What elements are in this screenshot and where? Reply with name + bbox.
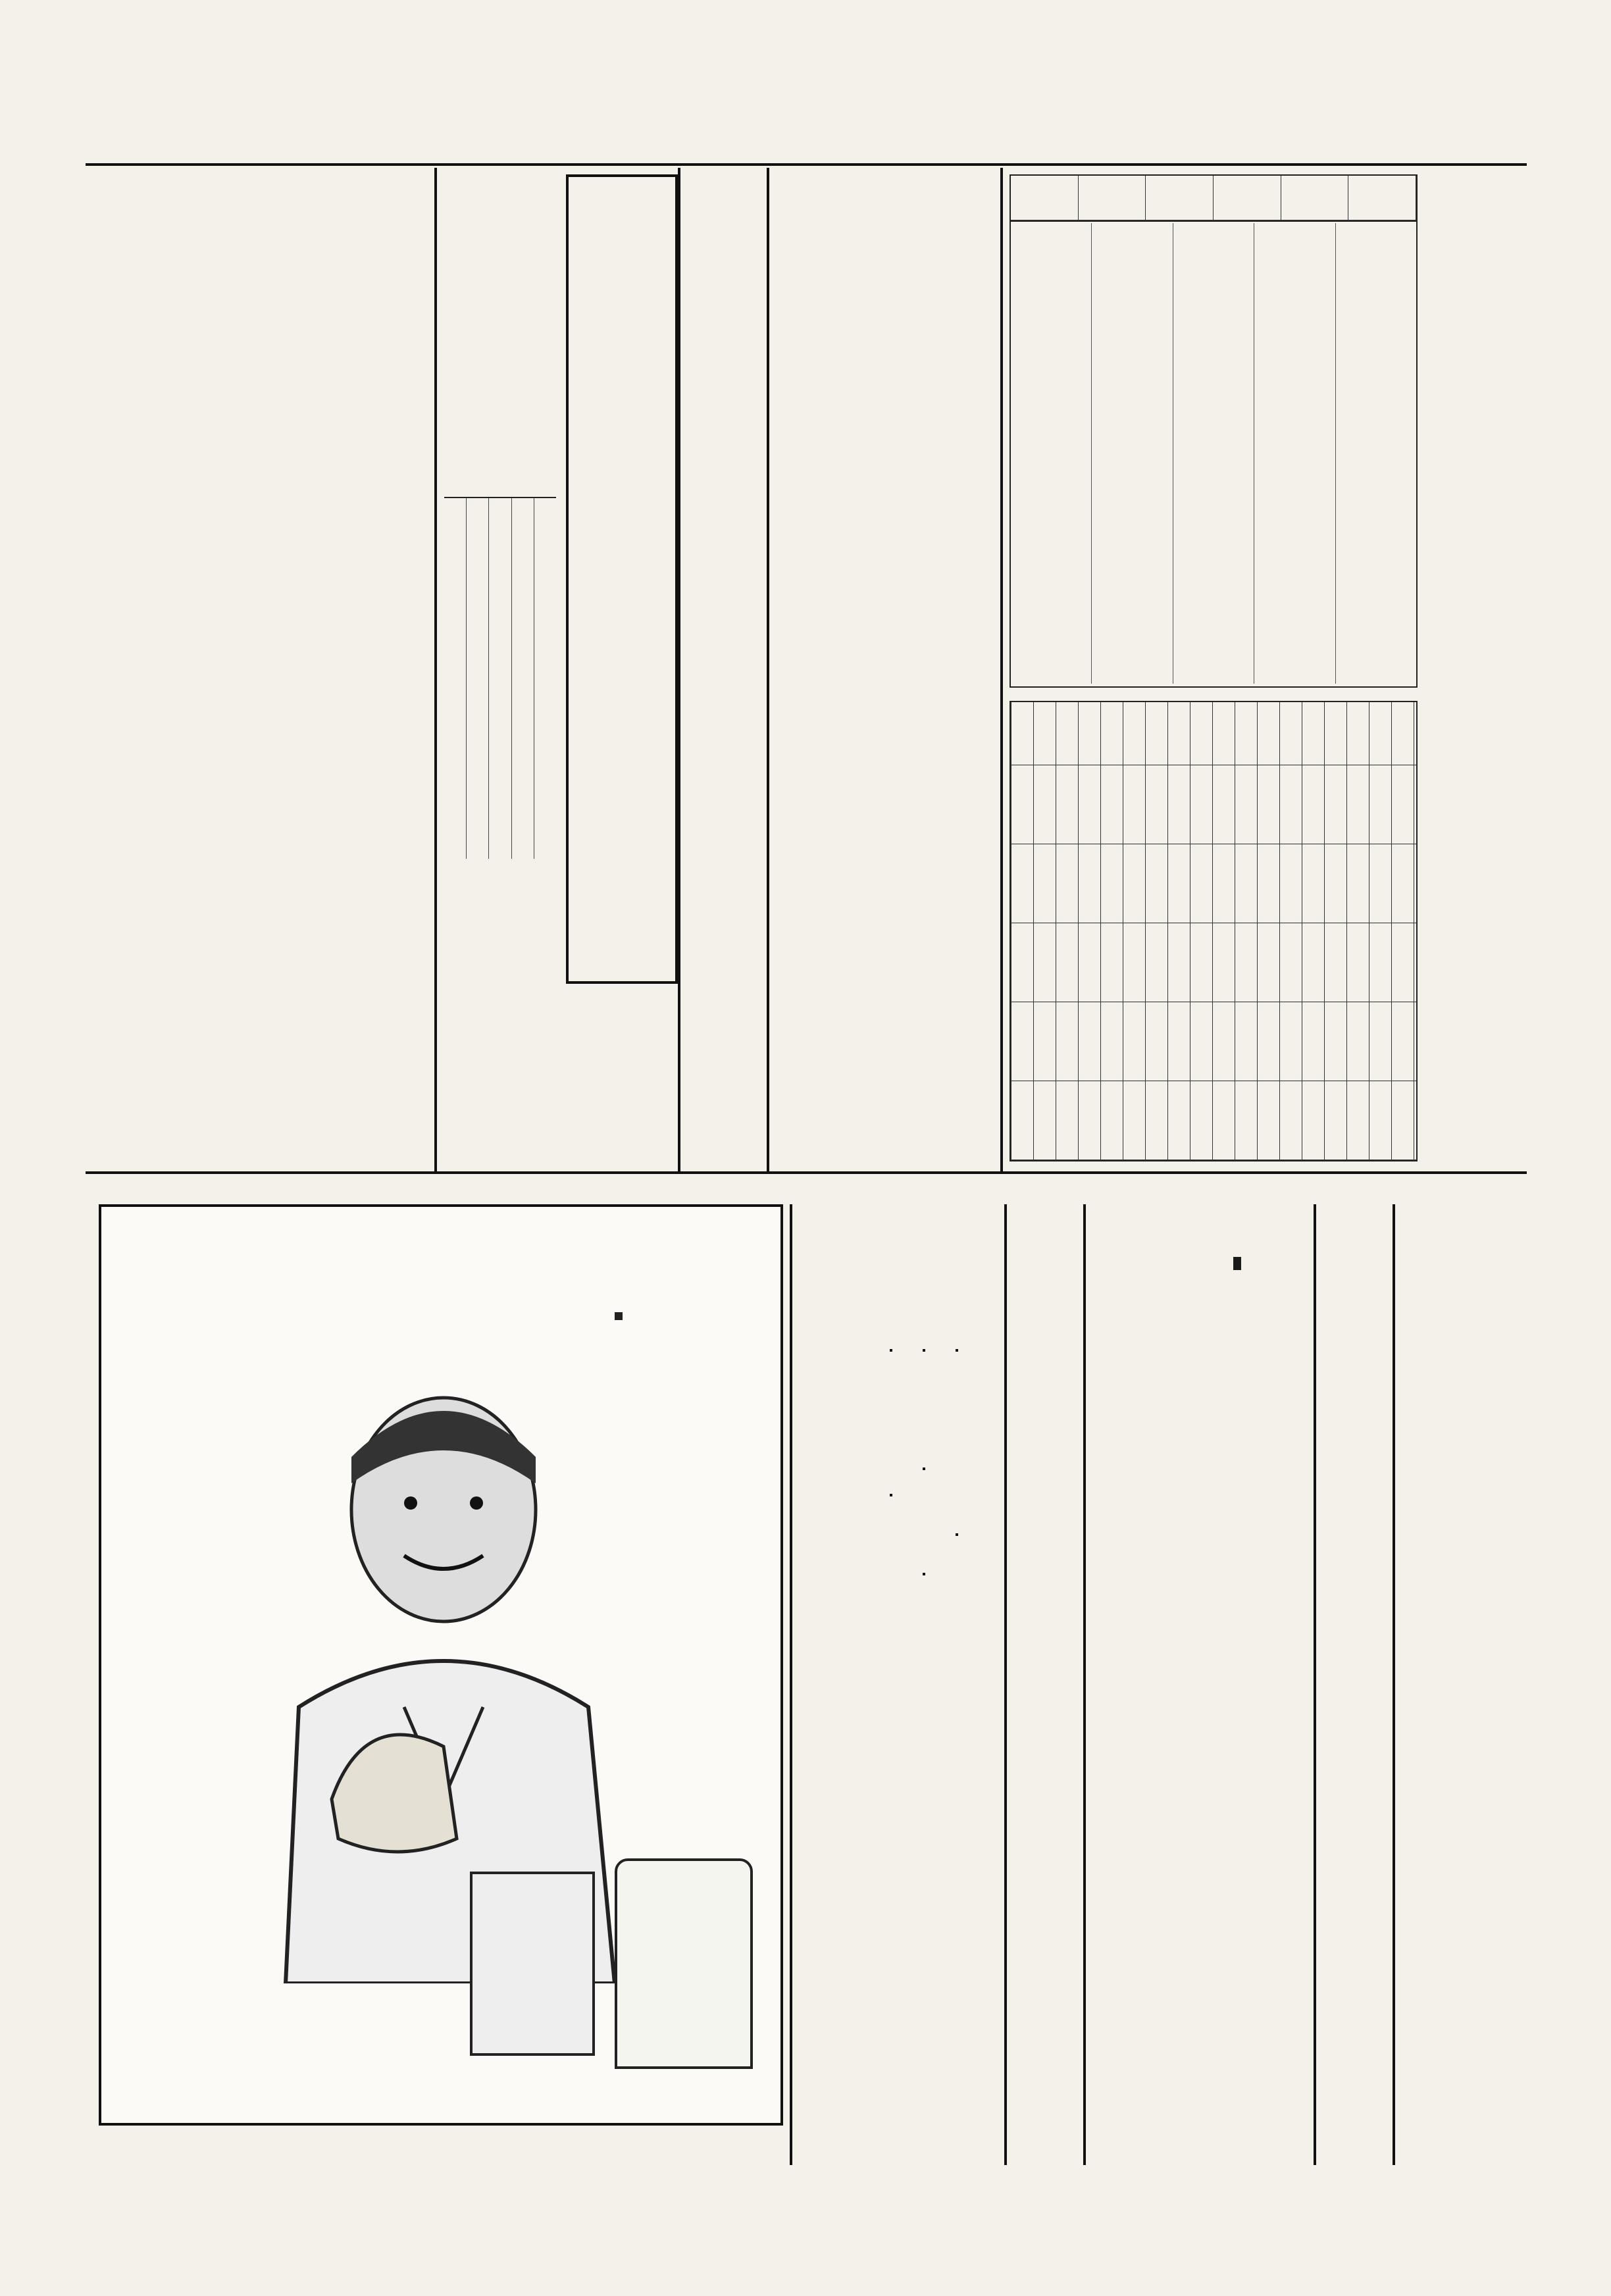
capstan-tin-left [470,1872,595,2056]
jincheng-bank-ad [566,174,678,984]
tongji-ad [767,168,1000,1171]
table-row [1011,223,1091,684]
sanyou-ad [790,1204,1007,2165]
capstan-ad [99,1204,783,2126]
col-area [1214,176,1281,220]
sanyou-item [923,1573,925,1575]
ad-stamp [615,1312,623,1320]
savings-type [444,498,466,859]
masthead-rule [86,163,1527,166]
col-bounds [1146,176,1214,220]
tangshan-ad [1395,1185,1533,2165]
savings-type [488,498,511,859]
guohuo-bank-name [1233,1257,1241,1270]
xiaguan-ad [678,168,767,1171]
col-remark [1011,176,1079,220]
table-row [1091,223,1172,684]
notices-strip [1079,1356,1395,2165]
sanyou-item [956,1533,958,1536]
sanyou-item [956,1349,958,1352]
land-table-body [1011,223,1416,684]
land-table-header [1011,176,1416,222]
airmail-ad [99,168,434,1171]
col-location [1348,176,1416,220]
doctor-ad [1007,1204,1086,2165]
savings-type [466,498,488,859]
col-price [1079,176,1146,220]
savings-type [534,498,556,859]
section-rule [86,1171,1527,1174]
land-table-lower [1010,701,1418,1161]
table-row [1335,223,1416,684]
capstan-tin-right [615,1858,753,2069]
masthead [99,99,1514,158]
sanyou-item [923,1467,925,1470]
sanyou-item [890,1494,892,1496]
sanyou-item [890,1349,892,1352]
col-type [1281,176,1349,220]
nanjing-notice [1000,168,1527,1171]
sanyou-item [923,1349,925,1352]
table-row [1254,223,1335,684]
savings-type [511,498,534,859]
table-row [1173,223,1254,684]
zhongnan-types [444,497,556,859]
land-table-upper [1010,174,1418,688]
zhongnan-bank-ad [434,168,563,1171]
